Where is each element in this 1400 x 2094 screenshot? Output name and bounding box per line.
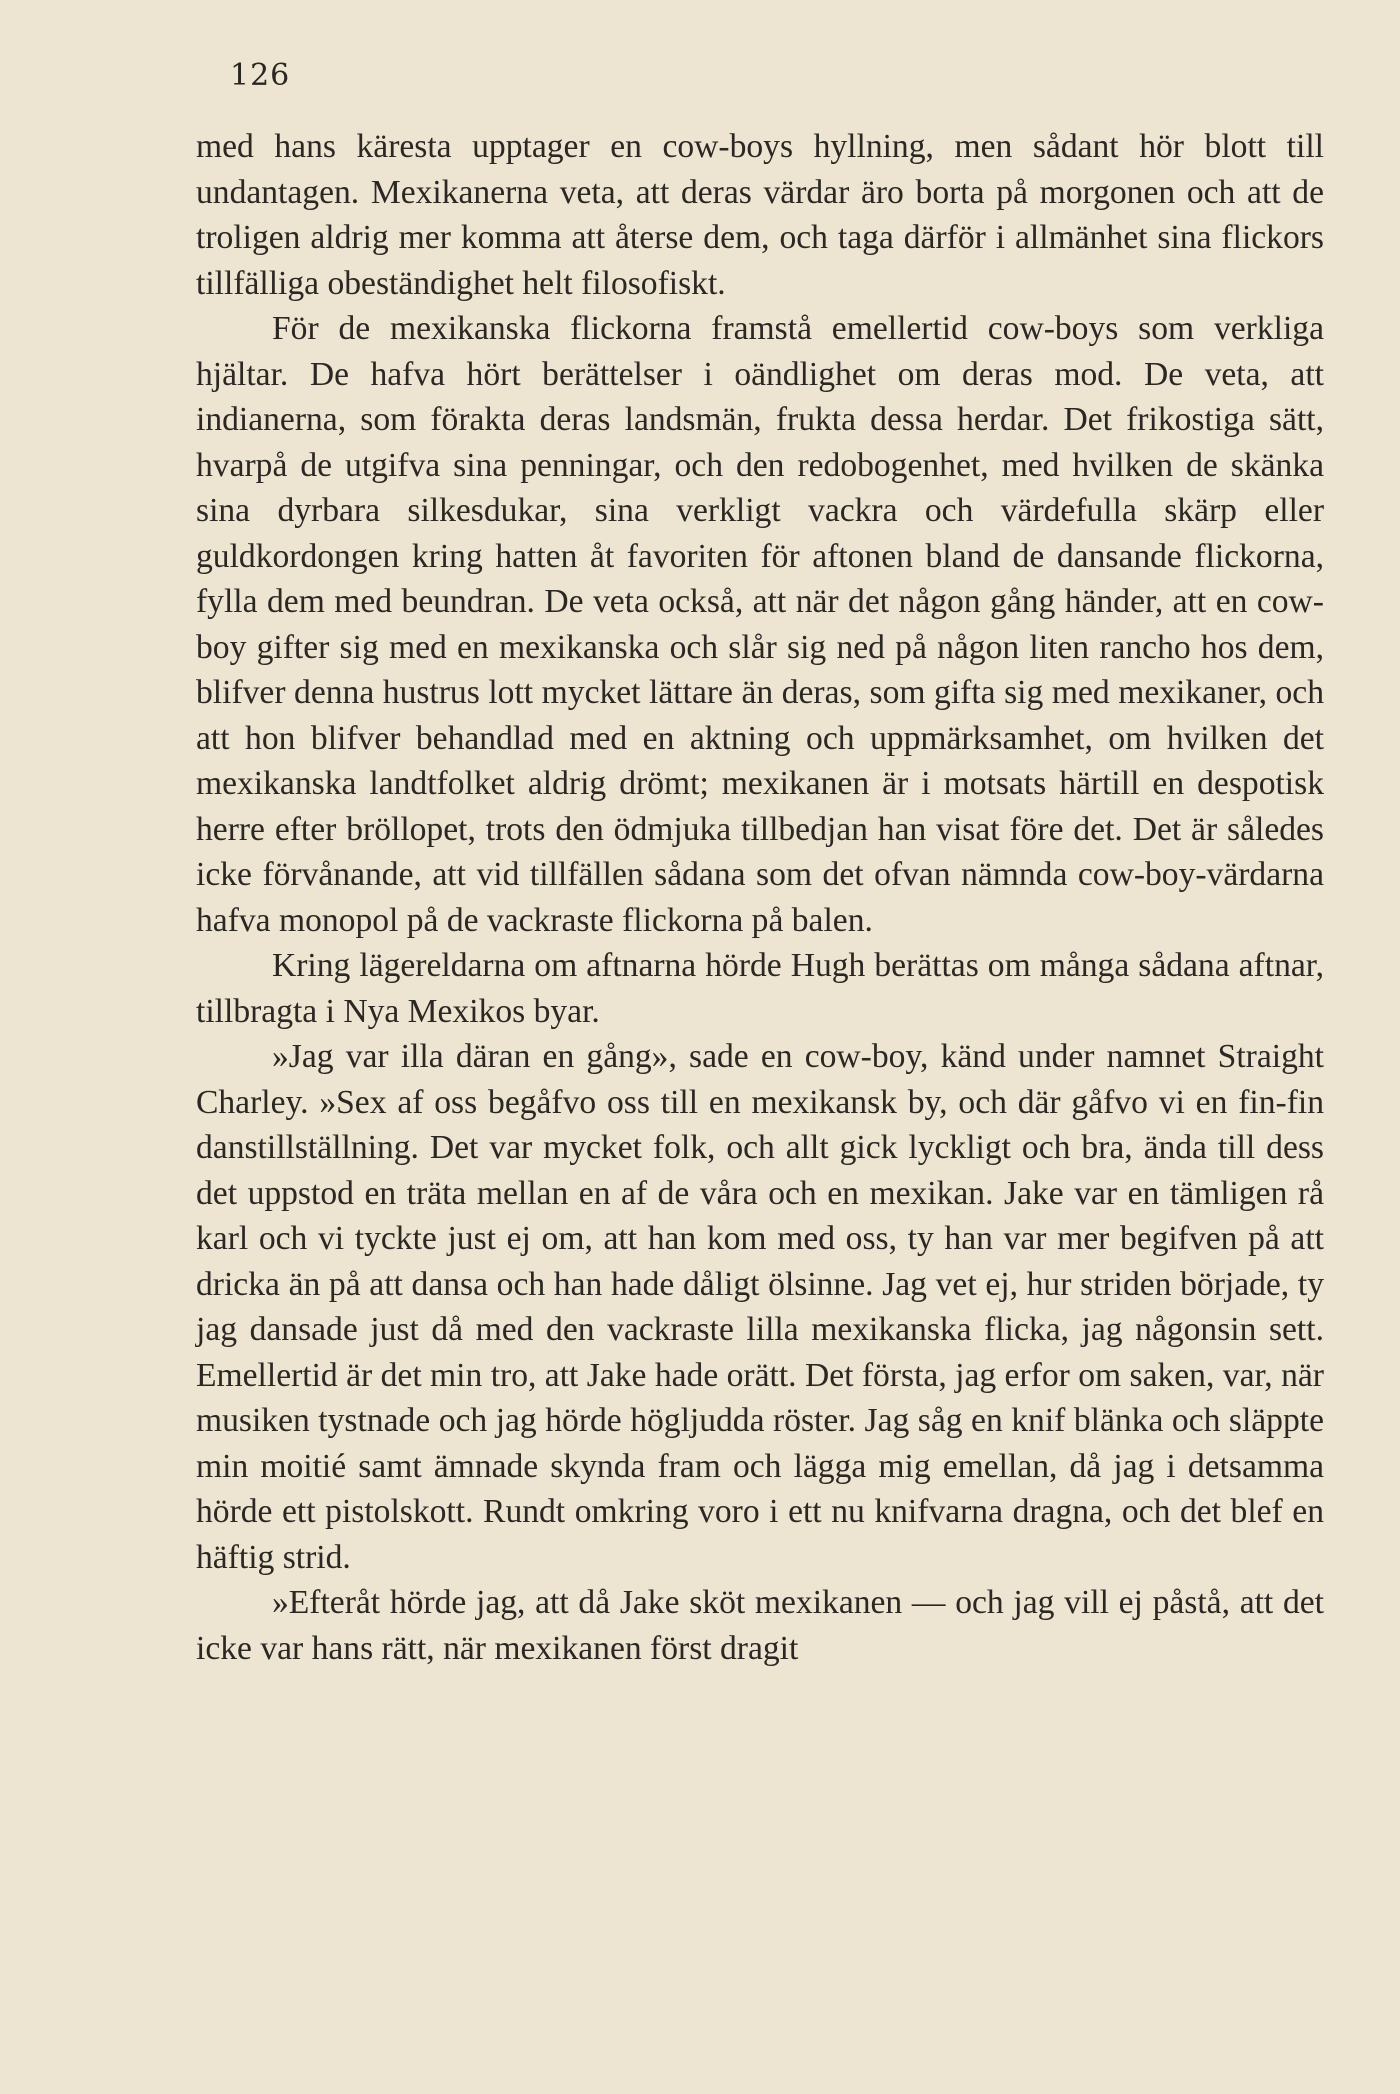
page-number: 126 <box>230 58 291 93</box>
paragraph-3: Kring lägereldarna om aftnarna hörde Hugh berättas om många sådana aftnar, tillbragta i Nya Mexikos byar. <box>196 947 1324 1030</box>
paragraph-4: »Jag var illa däran en gång», sade en cow-boy, känd under namnet Straight Charley. »Sex af oss begåfvo oss till en mexikansk by, och där gåfvo vi en fin-fin danstillställning. Det var mycket folk, och allt gick lyckligt och bra, ända till dess det uppstod en träta mellan en af de våra och en mexikan. Jake var en tämligen rå karl och vi tyckte just ej om, att han kom med oss, ty han var mer begifven på att dricka än på att dansa och han hade dåligt ölsinne. Jag vet ej, hur striden började, ty jag dansade just då med den vackraste lilla mexikanska flicka, jag någonsin sett. Emellertid är det min tro, att Jake hade orätt. Det första, jag erfor om saken, var, när musiken tystnade och jag hörde högljudda röster. Jag såg en knif blänka och släppte min moitié samt ämnade skynda fram och lägga mig emellan, då jag i detsamma hörde ett pistolskott. Rundt omkring voro i ett nu knifvarna dragna, och det blef en häftig strid. <box>196 1038 1324 1576</box>
body-text <box>196 124 1324 1671</box>
paragraph-2: För de mexikanska flickorna framstå emellertid cow-boys som verkliga hjältar. De hafva hört berättelser i oändlighet om deras mod. De veta, att indianerna, som förakta deras landsmän, frukta dessa herdar. Det frikostiga sätt, hvarpå de utgifva sina penningar, och den redobogenhet, med hvilken de skänka sina dyrbara silkesdukar, sina verkligt vackra och värdefulla skärp eller guldkordongen kring hatten åt favoriten för aftonen bland de dansande flickorna, fylla dem med beundran. De veta också, att när det någon gång händer, att en cow-boy gifter sig med en mexikanska och slår sig ned på någon liten rancho hos dem, blifver denna hustrus lott mycket lättare än deras, som gifta sig med mexikaner, och att hon blifver behandlad med en aktning och uppmärksamhet, om hvilken det mexikanska landtfolket aldrig drömt; mexikanen är i motsats härtill en despotisk herre efter bröllopet, trots den ödmjuka tillbedjan han visat före det. Det är således icke förvånande, att vid tillfällen sådana som det ofvan nämnda cow-boy-värdarna hafva monopol på de vackraste flickorna på balen. <box>196 310 1324 939</box>
paragraph-5: »Efteråt hörde jag, att då Jake sköt mexikanen — och jag vill ej påstå, att det icke var hans rätt, när mexikanen först dragit <box>196 1584 1324 1667</box>
paragraph-1: med hans käresta upptager en cow-boys hyllning, men sådant hör blott till undantagen. Mexikanerna veta, att deras värdar äro borta på morgonen och att de troligen aldrig mer komma att återse dem, och taga därför i allmänhet sina flickors tillfälliga obeständighet helt filosofiskt. <box>196 128 1324 302</box>
